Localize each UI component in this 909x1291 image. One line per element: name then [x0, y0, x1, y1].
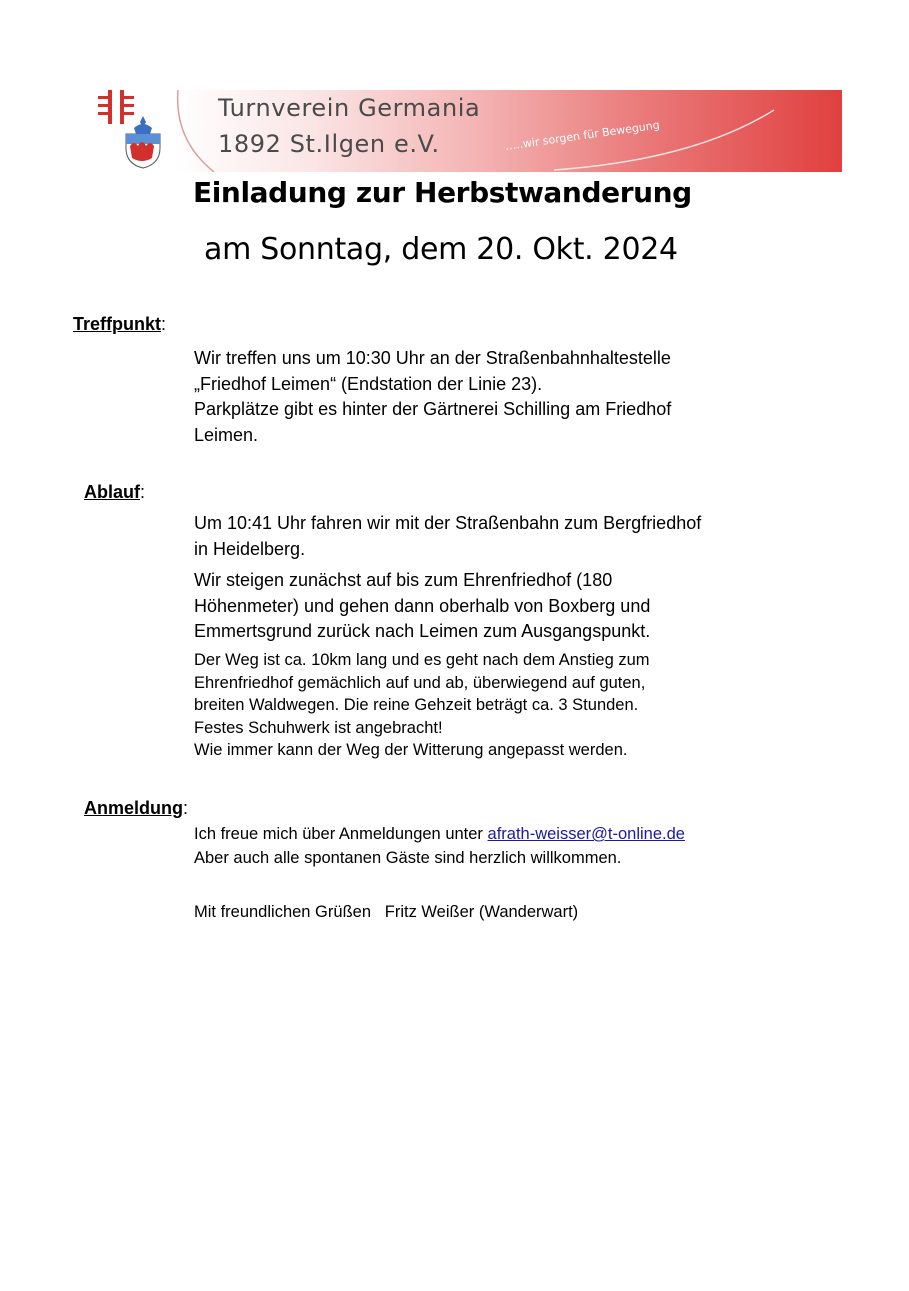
registration-line: Ich freue mich über Anmeldungen unter afrath-weisser@t-online.de	[194, 825, 685, 843]
treffpunkt-text	[194, 346, 834, 448]
anmeldung-heading: Anmeldung:	[84, 798, 189, 818]
text-line: Festes Schuhwerk ist angebracht!	[194, 718, 443, 737]
text-line: „Friedhof Leimen“ (Endstation der Linie 23).	[194, 373, 543, 394]
greeting	[194, 901, 834, 924]
club-name-line2: 1892 St.Ilgen e.V.	[218, 130, 440, 158]
text-line: Wir treffen uns um 10:30 Uhr an der Straßenbahnhaltestelle	[194, 348, 671, 368]
club-slogan: …..wir sorgen für Bewegung	[504, 118, 661, 153]
anmeldung-text	[194, 822, 834, 870]
text-line: Leimen.	[194, 424, 259, 445]
ablauf-text-1	[194, 511, 834, 562]
club-banner	[96, 86, 842, 174]
text-line: Parkplätze gibt es hinter der Gärtnerei Schilling am Friedhof	[194, 399, 672, 419]
text-line: Der Weg ist ca. 10km lang und es geht nach dem Anstieg zum	[194, 651, 650, 669]
treffpunkt-heading: Treffpunkt:	[73, 314, 167, 334]
text-line: Um 10:41 Uhr fahren wir mit der Straßenbahn zum Bergfriedhof	[194, 513, 702, 533]
page-title: Einladung zur Herbstwanderung	[193, 176, 692, 209]
club-logo-icon	[96, 86, 170, 170]
club-name-line1: Turnverein Germania	[218, 94, 481, 122]
email-link[interactable]: afrath-weisser@t-online.de	[487, 825, 685, 843]
text-line: Emmertsgrund zurück nach Leimen zum Ausgangspunkt.	[194, 621, 651, 641]
text-line: Aber auch alle spontanen Gäste sind herzlich willkommen.	[194, 849, 622, 867]
ablauf-heading: Ablauf:	[84, 482, 146, 502]
event-date: am Sonntag, dem 20. Okt. 2024	[204, 232, 678, 267]
text-line: Wie immer kann der Weg der Witterung angepasst werden.	[194, 741, 628, 759]
ablauf-text-2	[194, 568, 834, 645]
text-line: breiten Waldwegen. Die reine Gehzeit beträgt ca. 3 Stunden.	[194, 696, 639, 714]
text-line: Höhenmeter) und gehen dann oberhalb von Boxberg und	[194, 595, 651, 616]
ablauf-text-3	[194, 649, 834, 762]
text-line: in Heidelberg.	[194, 538, 306, 559]
text-line: Wir steigen zunächst auf bis zum Ehrenfriedhof (180	[194, 570, 613, 590]
signature-line: Mit freundlichen Grüßen Fritz Weißer (Wanderwart)	[194, 903, 579, 921]
text-line: Ehrenfriedhof gemächlich auf und ab, überwiegend auf guten,	[194, 673, 646, 692]
